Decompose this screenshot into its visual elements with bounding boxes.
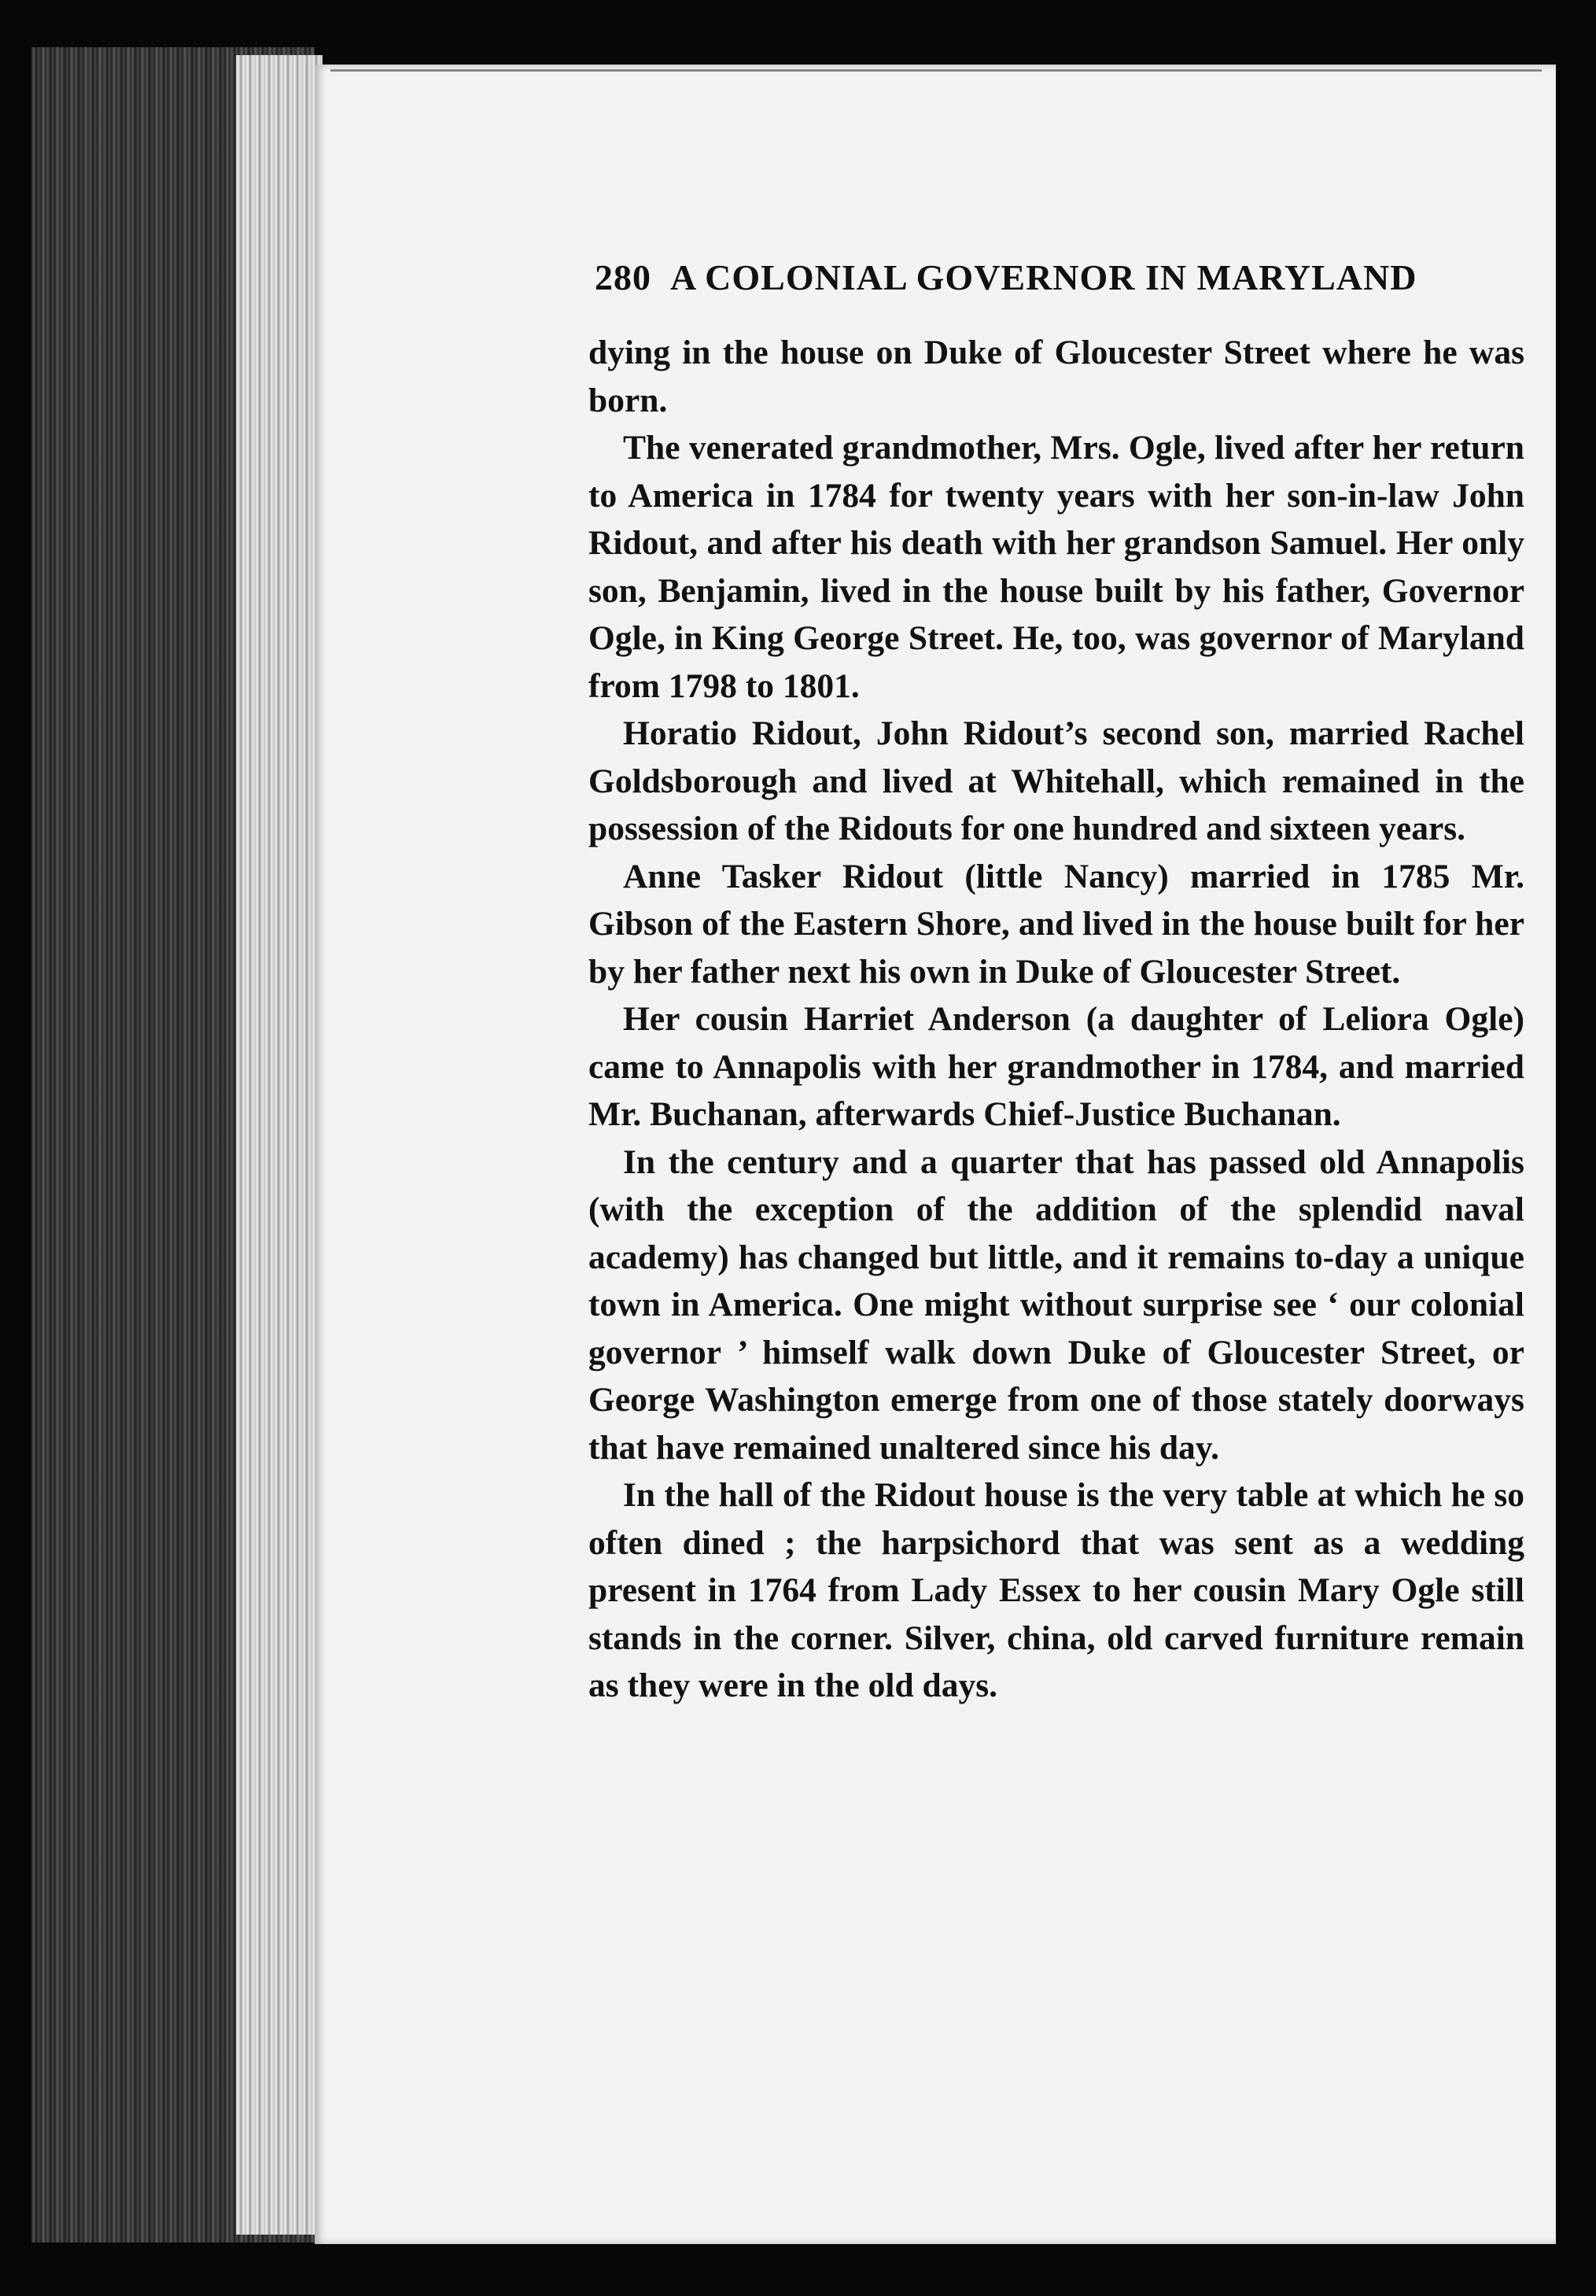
page-number: 280 (595, 257, 651, 297)
paragraph-anne-tasker-ridout: Anne Tasker Ridout (little Nancy) married in 1785 Mr. Gibson of the Eastern Shore, and lived in the house built for her by her father next his own in Duke of Gloucester Street. (588, 857, 1524, 991)
page-top-edge (330, 69, 1542, 72)
running-head (595, 257, 1531, 298)
running-head-title: A COLONIAL GOVERNOR IN MARYLAND (670, 257, 1417, 297)
body-text (588, 329, 1524, 1710)
paragraph-horatio-ridout: Horatio Ridout, John Ridout’s second son, married Rachel Goldsborough and lived at Whitehall, which remained in the possession of the Ridouts for one hundred and sixteen years. (588, 714, 1524, 847)
paragraph-mrs-ogle: The venerated grandmother, Mrs. Ogle, lived after her return to America in 1784 for twenty years with her son-in-law John Ridout, and after his death with her grandson Samuel. Her only son, Benjamin, lived in the house built by his father, Governor Ogle, in King George Street. He, too, was governor of Maryland from 1798 to 1801. (588, 429, 1524, 705)
paragraph-harriet-anderson: Her cousin Harriet Anderson (a daughter of Leliora Ogle) came to Annapolis with her grandmother in 1784, and married Mr. Buchanan, afterwards Chief-Justice Buchanan. (588, 1000, 1524, 1133)
paragraph-continuation: dying in the house on Duke of Gloucester Street where he was born. (588, 334, 1524, 419)
book-page-edges-light (236, 55, 323, 2235)
paragraph-annapolis: In the century and a quarter that has passed old Annapolis (with the exception of the addition of the splendid naval academy) has changed but little, and it remains to-day a unique town in America. One might without surprise see ‘ our colonial governor ’ himself walk down Duke of Gloucester Street, or George Washington emerge from one of those stately doorways that have remained unaltered since his day. (588, 1142, 1524, 1467)
paragraph-ridout-house-hall: In the hall of the Ridout house is the very table at which he so often dined ; the harpsichord that was sent as a wedding present in 1764 from Lady Essex to her cousin Mary Ogle still stands in the corner. Silver, china, old carved furniture remain as they were in the old days. (588, 1476, 1524, 1704)
